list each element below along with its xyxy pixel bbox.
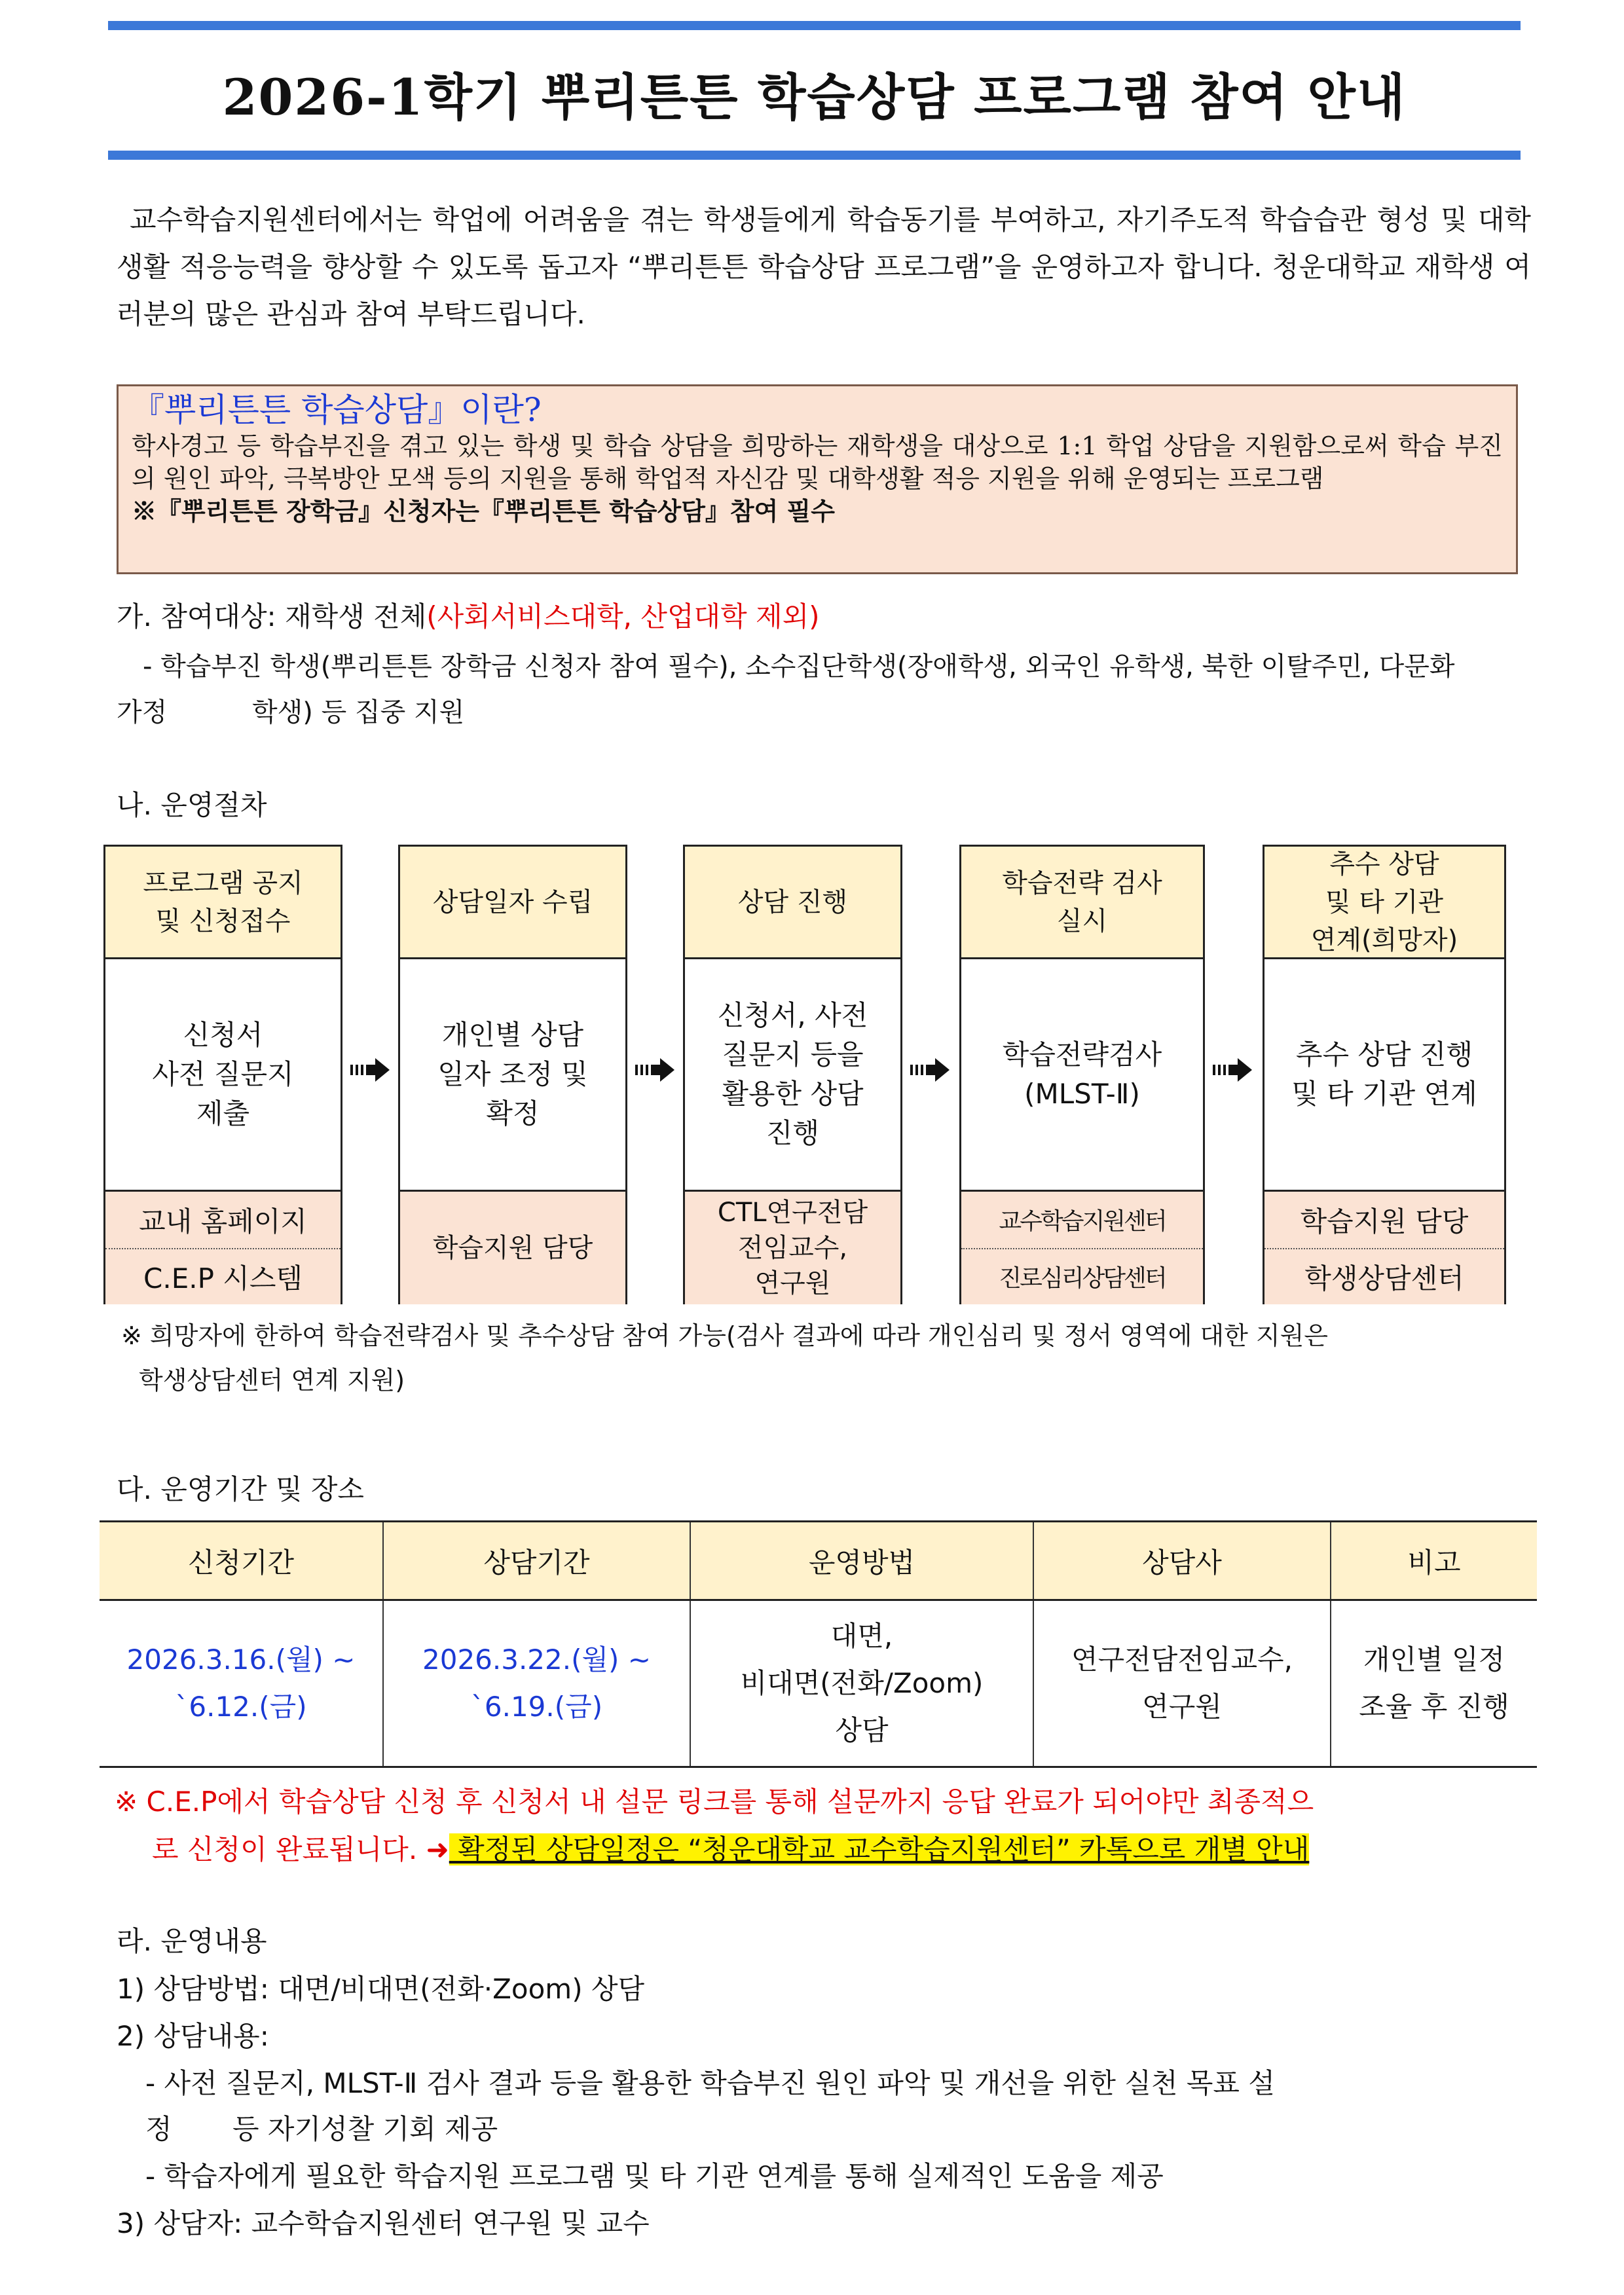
process-step-title: 추수 상담 및 타 기관 연계(희망자) xyxy=(1264,847,1504,959)
process-step-owner: 교내 홈페이지 xyxy=(105,1192,341,1249)
process-step-owner-secondary: 학생상담센터 xyxy=(1264,1249,1504,1305)
kakao-notice: 확정된 상담일정은 “청운대학교 교수학습지원센터” 카톡으로 개별 안내 xyxy=(449,1833,1310,1865)
cell-method: 대면, 비대면(전화/Zoom) 상담 xyxy=(690,1600,1033,1767)
cell-apply-period: 2026.3.16.(월) ~ `6.12.(금) xyxy=(100,1600,383,1767)
section-na-label: 나. 운영절차 xyxy=(117,789,267,821)
process-step-4 xyxy=(959,845,1205,1304)
process-step-body: 추수 상담 진행 및 타 기관 연계 xyxy=(1264,959,1504,1192)
section-na-note: ※ 희망자에 한하여 학습전략검사 및 추수상담 참여 가능(검사 결과에 따라 개인심리 및 정서 영역에 대한 지원은 xyxy=(121,1321,1329,1350)
process-step-title: 프로그램 공지 및 신청접수 xyxy=(105,847,341,959)
cep-notice2: 로 신청이 완료됩니다. xyxy=(152,1833,418,1865)
process-step-5 xyxy=(1263,845,1506,1304)
process-step-owner: 학습지원 담당 xyxy=(1264,1192,1504,1249)
process-step-owner-secondary: C.E.P 시스템 xyxy=(105,1249,341,1305)
process-step-1 xyxy=(103,845,342,1304)
cell-counsel-period: 2026.3.22.(월) ~ `6.19.(금) xyxy=(383,1600,690,1767)
section-ga-detail2: 가정 xyxy=(117,697,168,727)
section-da-label: 다. 운영기간 및 장소 xyxy=(117,1473,364,1505)
section-ra-label: 라. 운영내용 xyxy=(117,1925,267,1957)
intro-paragraph: 교수학습지원센터에서는 학업에 어려움을 겪는 학생들에게 학습동기를 부여하고, 자기주도적 학습습관 형성 및 대학생활 적응능력을 향상할 수 있도록 돕고자 “뿌리튼튼 학습상담 프로그램”을 운영하고자 합니다. 청운대학교 재학생 여러분의 많은 관심과 참여 부탁드립니다. xyxy=(117,204,1531,330)
schedule-table xyxy=(100,1520,1537,1768)
flow-arrow-icon xyxy=(635,1053,676,1091)
cep-notice-line2 xyxy=(152,1830,1309,1869)
ra-sub1b: 정 xyxy=(145,2113,172,2145)
process-step-body: 신청서 사전 질문지 제출 xyxy=(105,959,341,1192)
process-step-owner-secondary: 진로심리상담센터 xyxy=(961,1249,1203,1305)
flow-arrow-icon xyxy=(350,1053,391,1091)
bottom-rule xyxy=(108,151,1521,160)
header-method: 운영방법 xyxy=(690,1522,1033,1600)
section-ga-exclusion: (사회서비스대학, 산업대학 제외) xyxy=(426,600,820,633)
ra-sub1: - 사전 질문지, MLST-Ⅱ 검사 결과 등을 활용한 학습부진 원인 파악 및 개선을 위한 실천 목표 설 xyxy=(145,2067,1275,2099)
section-ga-value: 재학생 전체 xyxy=(276,600,427,633)
process-step-3 xyxy=(683,845,902,1304)
process-step-2 xyxy=(398,845,627,1304)
page-title: 2026-1학기 뿌리튼튼 학습상담 프로그램 참여 안내 xyxy=(222,68,1407,126)
process-step-owner: 교수학습지원센터 xyxy=(961,1192,1203,1249)
section-ga-detail3: 학생) 등 집중 지원 xyxy=(252,697,465,727)
process-step-body: 개인별 상담 일자 조정 및 확정 xyxy=(400,959,625,1192)
info-box-note: ※『뿌리튼튼 장학금』신청자는『뿌리튼튼 학습상담』참여 필수 xyxy=(132,496,835,526)
cell-counselor: 연구전담전임교수, 연구원 xyxy=(1033,1600,1331,1767)
ra-sub1c: 등 자기성찰 기회 제공 xyxy=(232,2113,498,2145)
process-step-title: 학습전략 검사 실시 xyxy=(961,847,1203,959)
info-box-heading: 『뿌리튼튼 학습상담』이란? xyxy=(132,391,542,429)
process-step-owner: 학습지원 담당 xyxy=(400,1192,625,1304)
info-box xyxy=(117,384,1518,574)
ra-item3: 3) 상담자: 교수학습지원센터 연구원 및 교수 xyxy=(117,2207,650,2239)
process-step-body: 학습전략검사 (MLST-Ⅱ) xyxy=(961,959,1203,1192)
section-na-note2: 학생상담센터 연계 지원) xyxy=(139,1366,405,1395)
flow-arrow-icon xyxy=(1213,1053,1253,1091)
process-step-body: 신청서, 사전 질문지 등을 활용한 상담 진행 xyxy=(685,959,900,1192)
process-step-owner: CTL연구전담 전임교수, 연구원 xyxy=(685,1192,900,1304)
section-ga-detail: - 학습부진 학생(뿌리튼튼 장학금 신청자 참여 필수), 소수집단학생(장애학생, 외국인 유학생, 북한 이탈주민, 다문화 xyxy=(143,652,1455,682)
header-remark: 비고 xyxy=(1331,1522,1537,1600)
section-ga-label: 가. 참여대상: xyxy=(117,600,276,633)
ra-item2: 2) 상담내용: xyxy=(117,2020,269,2052)
ra-sub2: - 학습자에게 필요한 학습지원 프로그램 및 타 기관 연계를 통해 실제적인 도움을 제공 xyxy=(145,2160,1164,2192)
info-box-body: 학사경고 등 학습부진을 겪고 있는 학생 및 학습 상담을 희망하는 재학생을 대상으로 1:1 학업 상담을 지원함으로써 학습 부진의 원인 파악, 극복방안 모색 등의 지원을 통해 학업적 자신감 및 대학생활 적응 지원을 위해 운영되는 프로그램 xyxy=(132,431,1503,493)
flow-arrow-icon xyxy=(910,1053,951,1091)
header-apply-period: 신청기간 xyxy=(100,1522,383,1600)
cep-notice: ※ C.E.P에서 학습상담 신청 후 신청서 내 설문 링크를 통해 설문까지 응답 완료가 되어야만 최종적으 xyxy=(115,1786,1314,1818)
header-counsel-period: 상담기간 xyxy=(383,1522,690,1600)
ra-item1: 1) 상담방법: 대면/비대면(전화·Zoom) 상담 xyxy=(117,1973,645,2005)
top-rule xyxy=(108,21,1521,30)
section-ga xyxy=(117,597,820,636)
arrow-icon: ➜ xyxy=(426,1833,449,1865)
process-step-title: 상담일자 수립 xyxy=(400,847,625,959)
header-counselor: 상담사 xyxy=(1033,1522,1331,1600)
cell-remark: 개인별 일정 조율 후 진행 xyxy=(1331,1600,1537,1767)
process-step-title: 상담 진행 xyxy=(685,847,900,959)
